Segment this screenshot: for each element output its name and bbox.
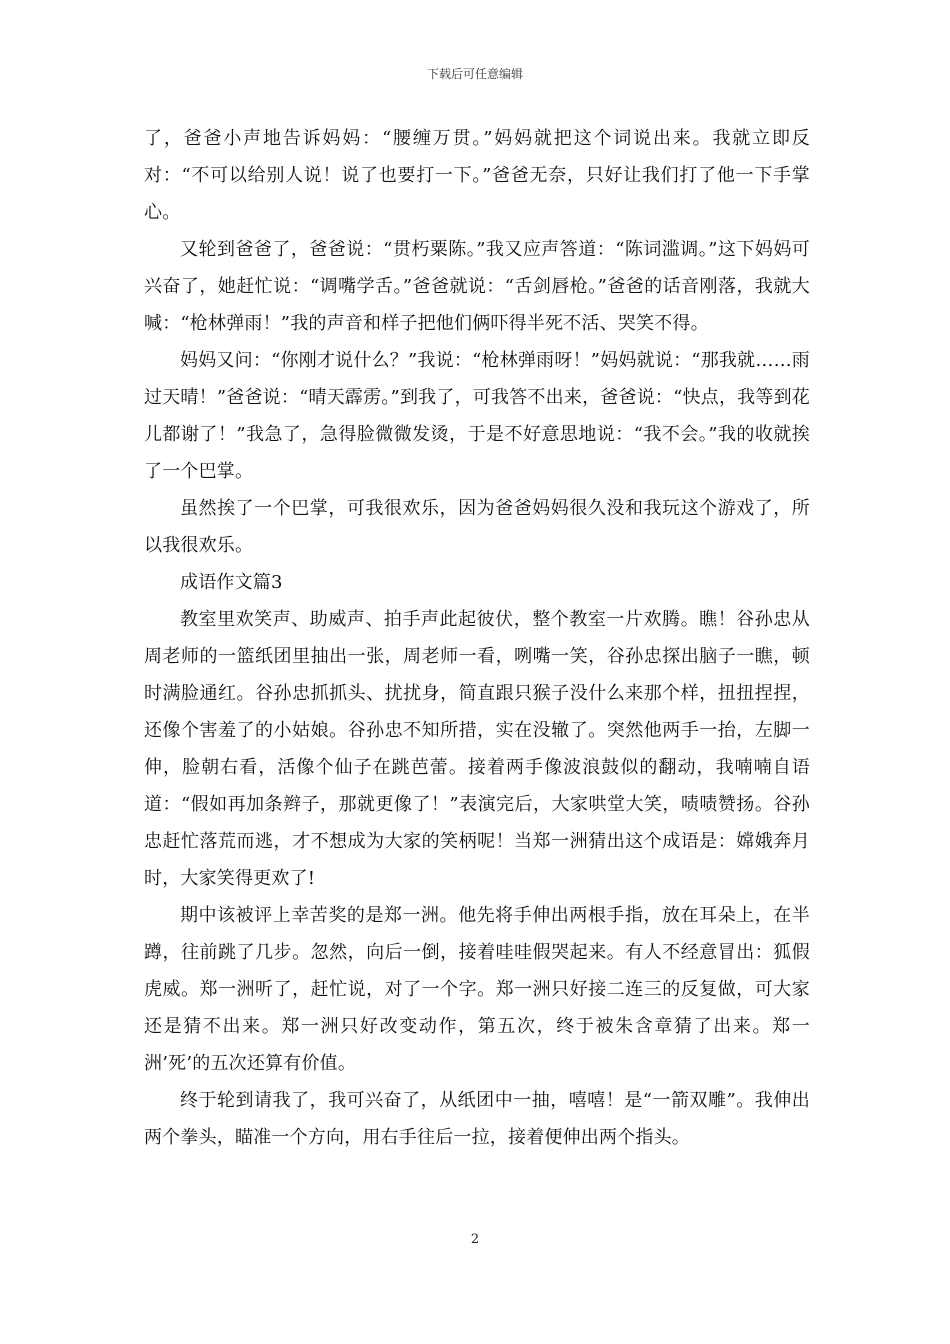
paragraph: 期中该被评上幸苦奖的是郑一洲。他先将手伸出两根手指，放在耳朵上，在半蹲，往前跳了几步。忽然，向后一倒，接着哇哇假哭起来。有人不经意冒出：狐假虎威。郑一洲听了，赶忙说，对了一个字。郑一洲只好接二连三的反复做，可大家还是猜不出来。郑一洲只好改变动作，第五次，终于被朱含章猜了出来。郑一洲’死’的五次还算有价值。 [144,905,810,1074]
document-body [144,120,810,1156]
paragraph-continued: 了，爸爸小声地告诉妈妈：“腰缠万贯。”妈妈就把这个词说出来。我就立即反对：“不可以给别人说！说了也要打一下。”爸爸无奈，只好让我们打了他一下手掌心。 [144,128,810,223]
page-header: 下载后可任意编辑 [426,67,523,81]
paragraph: 教室里欢笑声、助威声、拍手声此起彼伏，整个教室一片欢腾。瞧！谷孙忠从周老师的一篮纸团里抽出一张，周老师一看，咧嘴一笑，谷孙忠探出脑子一瞧，顿时满脸通红。谷孙忠抓抓头、扰扰身，简直跟只猴子没什么来那个样，扭扭捏捏，还像个害羞了的小姑娘。谷孙忠不知所措，实在没辙了。突然他两手一抬，左脚一伸，脸朝右看，活像个仙子在跳芭蕾。接着两手像波浪鼓似的翻动，我喃喃自语道：“假如再加条辫子，那就更像了！”表演完后，大家哄堂大笑，啧啧赞扬。谷孙忠赶忙落荒而逃，才不想成为大家的笑柄呢！当郑一洲猜出这个成语是：嫦娥奔月时，大家笑得更欢了! [144,609,810,889]
page-number: 2 [470,1232,480,1247]
section-heading: 成语作文篇3 [180,572,283,593]
paragraph: 又轮到爸爸了，爸爸说：“贯朽粟陈。”我又应声答道：“陈词滥调。”这下妈妈可兴奋了，她赶忙说：“调嘴学舌。”爸爸就说：“舌剑唇枪。”爸爸的话音刚落，我就大喊：“枪林弹雨！”我的声音和样子把他们俩吓得半死不活、哭笑不得。 [144,239,810,334]
paragraph: 虽然挨了一个巴掌，可我很欢乐，因为爸爸妈妈很久没和我玩这个游戏了，所以我很欢乐。 [144,498,810,556]
paragraph: 妈妈又问：“你刚才说什么？”我说：“枪林弹雨呀！”妈妈就说：“那我就……雨过天晴！”爸爸说：“晴天霹雳。”到我了，可我答不出来，爸爸说：“快点，我等到花儿都谢了！”我急了，急得脸微微发烫，于是不好意思地说：“我不会。”我的收就挨了一个巴掌。 [144,350,810,482]
paragraph: 终于轮到请我了，我可兴奋了，从纸团中一抽，嘻嘻！是“一箭双雕”。我伸出两个拳头，瞄准一个方向，用右手往后一拉，接着便伸出两个指头。 [144,1090,810,1148]
